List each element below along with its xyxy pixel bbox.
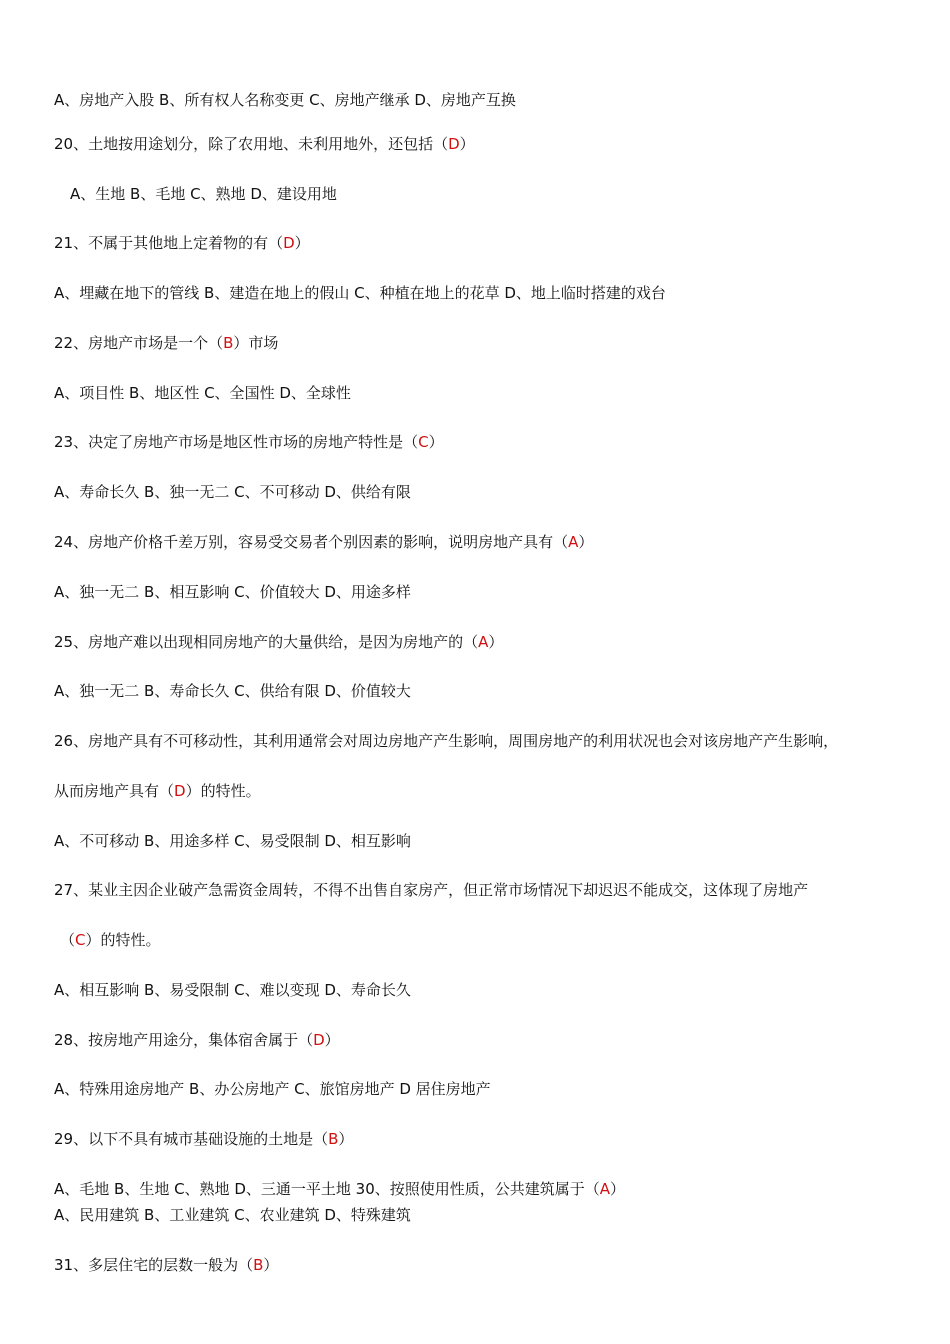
question-line-continued — [60, 930, 161, 950]
options-line — [54, 831, 411, 851]
question-text: 31、多层住宅的层数一般为（ — [54, 1256, 254, 1274]
options-text: A、生地 B、毛地 C、熟地 D、建设用地 — [70, 185, 337, 203]
question-text-end: ） — [578, 533, 594, 551]
question-text: 28、按房地产用途分，集体宿舍属于（ — [54, 1031, 314, 1049]
options-text: A、相互影响 B、易受限制 C、难以变现 D、寿命长久 — [54, 981, 411, 999]
question-line — [54, 333, 278, 353]
question-text: 从而房地产具有（ — [54, 782, 175, 800]
question-line — [54, 134, 475, 154]
options-line — [54, 283, 666, 303]
question-line-continued — [54, 781, 261, 801]
question-text-end: ） — [324, 1031, 340, 1049]
question-text: 21、不属于其他地上定着物的有（ — [54, 234, 284, 252]
question-text-end: ） — [428, 433, 444, 451]
options-line — [54, 1079, 491, 1099]
answer-letter: B — [223, 334, 234, 352]
question-text: 27、某业主因企业破产急需资金周转，不得不出售自家房产，但正常市场情况下却迟迟不能成交，这体现了房地产 — [54, 881, 809, 899]
options-text: A、埋藏在地下的管线 B、建造在地上的假山 C、种植在地上的花草 D、地上临时搭建的戏台 — [54, 284, 666, 302]
question-text: 20、土地按用途划分，除了农用地、未利用地外，还包括（ — [54, 135, 449, 153]
question-text: 29、以下不具有城市基础设施的土地是（ — [54, 1130, 329, 1148]
question-line — [54, 432, 444, 452]
question-text-end: ） — [338, 1130, 354, 1148]
options-text: A、民用建筑 B、工业建筑 C、农业建筑 D、特殊建筑 — [54, 1206, 411, 1224]
options-text: A、寿命长久 B、独一无二 C、不可移动 D、供给有限 — [54, 483, 411, 501]
options-text: A、项目性 B、地区性 C、全国性 D、全球性 — [54, 384, 351, 402]
question-text-end: ）的特性。 — [185, 782, 261, 800]
options-text: A、毛地 B、生地 C、熟地 D、三通一平土地 30、按照使用性质，公共建筑属于（ — [54, 1180, 600, 1198]
answer-letter: D — [448, 135, 460, 153]
answer-letter: C — [418, 433, 429, 451]
question-line — [54, 1129, 353, 1149]
question-line — [54, 1255, 278, 1275]
question-text-end: ）市场 — [233, 334, 279, 352]
question-text: 23、决定了房地产市场是地区性市场的房地产特性是（ — [54, 433, 419, 451]
question-text-end: ） — [488, 633, 504, 651]
answer-letter: B — [328, 1130, 339, 1148]
options-line — [70, 184, 337, 204]
answer-letter: D — [283, 234, 295, 252]
options-line — [54, 1205, 411, 1225]
question-line — [54, 233, 310, 253]
question-line — [54, 731, 838, 751]
line-text: A、房地产入股 B、所有权人名称变更 C、房地产继承 D、房地产互换 — [54, 91, 516, 109]
question-line — [54, 632, 503, 652]
options-text: A、不可移动 B、用途多样 C、易受限制 D、相互影响 — [54, 832, 411, 850]
options-text: A、独一无二 B、寿命长久 C、供给有限 D、价值较大 — [54, 682, 411, 700]
question-line — [54, 532, 593, 552]
text-line — [54, 90, 516, 110]
question-text-end: ） — [263, 1256, 279, 1274]
options-text: A、独一无二 B、相互影响 C、价值较大 D、用途多样 — [54, 583, 411, 601]
answer-letter: B — [253, 1256, 264, 1274]
answer-letter: A — [478, 633, 489, 651]
question-text: 25、房地产难以出现相同房地产的大量供给，是因为房地产的（ — [54, 633, 479, 651]
question-text-end: ） — [459, 135, 475, 153]
question-text: 26、房地产具有不可移动性，其利用通常会对周边房地产产生影响，周围房地产的利用状况也会对该房地产产生影响， — [54, 732, 839, 750]
options-line — [54, 383, 351, 403]
options-line — [54, 681, 411, 701]
question-text: 24、房地产价格千差万别，容易受交易者个别因素的影响，说明房地产具有（ — [54, 533, 569, 551]
question-line — [54, 880, 808, 900]
answer-letter: C — [75, 931, 86, 949]
answer-letter: A — [568, 533, 579, 551]
question-text-end: ） — [294, 234, 310, 252]
question-text: （ — [60, 931, 76, 949]
options-line — [54, 582, 411, 602]
options-text: A、特殊用途房地产 B、办公房地产 C、旅馆房地产 D 居住房地产 — [54, 1080, 491, 1098]
question-text: 22、房地产市场是一个（ — [54, 334, 224, 352]
question-text-end: ）的特性。 — [85, 931, 161, 949]
question-text-end: ） — [610, 1180, 626, 1198]
answer-letter: A — [599, 1180, 611, 1198]
question-line — [54, 1030, 340, 1050]
options-line — [54, 482, 411, 502]
options-line — [54, 1179, 625, 1199]
options-line — [54, 980, 411, 1000]
answer-letter: D — [174, 782, 186, 800]
answer-letter: D — [313, 1031, 325, 1049]
